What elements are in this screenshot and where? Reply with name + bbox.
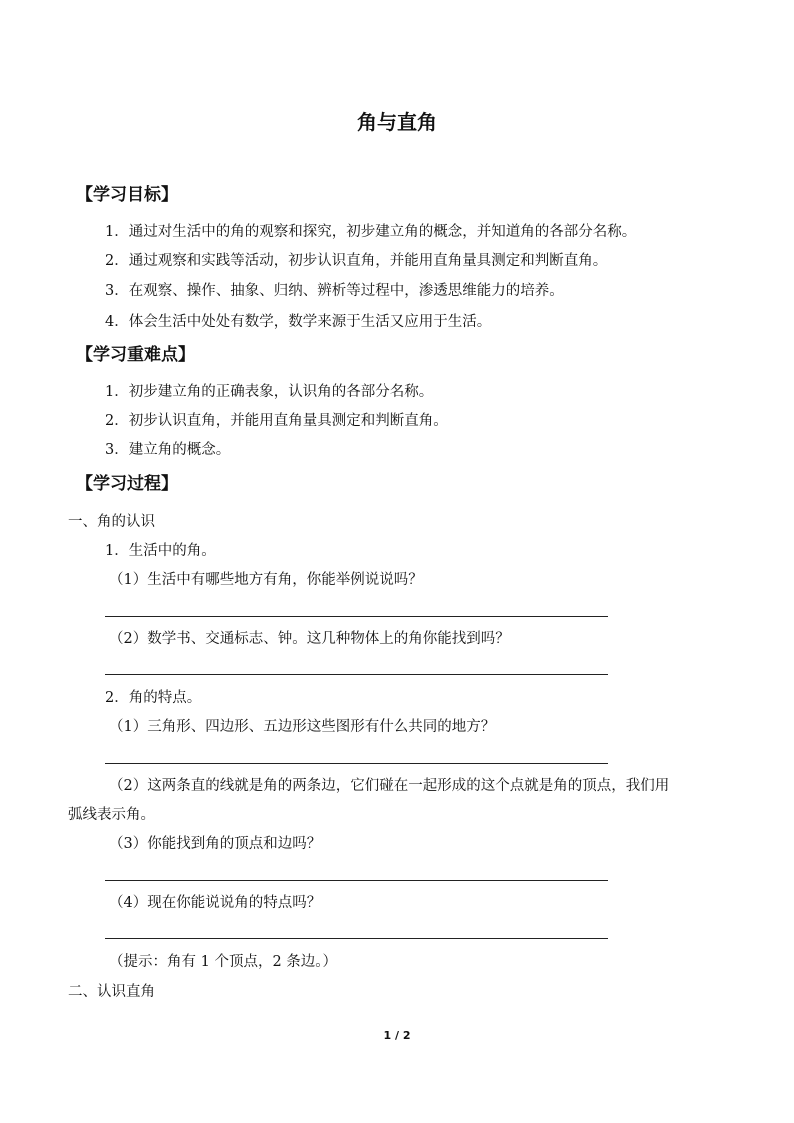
question-1-2: （2）数学书、交通标志、钟。这几种物体上的角你能找到吗？ (109, 631, 510, 647)
key-point-item-1: 1．初步建立角的正确表象，认识角的各部分名称。 (105, 384, 434, 400)
objective-item-2: 2．通过观察和实践等活动，初步认识直角，并能用直角量具测定和判断直角。 (105, 253, 608, 269)
answer-line (105, 674, 608, 675)
part2-heading: 二、认识直角 (68, 984, 155, 1000)
objective-item-1: 1．通过对生活中的角的观察和探究，初步建立角的概念，并知道角的各部分名称。 (105, 224, 637, 240)
answer-line (105, 938, 608, 939)
question-2-2-line1: （2）这两条直的线就是角的两条边，它们碰在一起形成的这个点就是角的顶点，我们用 (109, 778, 670, 794)
sub1-heading: 1．生活中的角。 (105, 543, 216, 559)
key-point-item-2: 2．初步认识直角，并能用直角量具测定和判断直角。 (105, 413, 448, 429)
section-heading-key-points: 【学习重难点】 (76, 345, 195, 365)
answer-line (105, 880, 608, 881)
section-heading-objectives: 【学习目标】 (76, 185, 178, 205)
answer-line (105, 616, 608, 617)
hint-text: （提示：角有 1 个顶点，2 条边。） (109, 954, 338, 970)
objective-item-3: 3．在观察、操作、抽象、归纳、辨析等过程中，渗透思维能力的培养。 (105, 283, 564, 299)
part1-heading: 一、角的认识 (68, 514, 155, 530)
answer-line (105, 763, 608, 764)
question-2-4: （4）现在你能说说角的特点吗？ (109, 895, 322, 911)
page-number: 1 / 2 (383, 1029, 411, 1042)
objective-item-4: 4．体会生活中处处有数学，数学来源于生活又应用于生活。 (105, 314, 492, 330)
question-1-1: （1）生活中有哪些地方有角，你能举例说说吗？ (109, 572, 423, 588)
sub2-heading: 2．角的特点。 (105, 690, 202, 706)
question-2-1: （1）三角形、四边形、五边形这些图形有什么共同的地方？ (109, 719, 496, 735)
key-point-item-3: 3．建立角的概念。 (105, 442, 231, 458)
section-heading-process: 【学习过程】 (76, 474, 178, 494)
page-title: 角与直角 (357, 110, 437, 134)
question-2-3: （3）你能找到角的顶点和边吗？ (109, 836, 322, 852)
question-2-2-line2: 弧线表示角。 (68, 807, 155, 823)
